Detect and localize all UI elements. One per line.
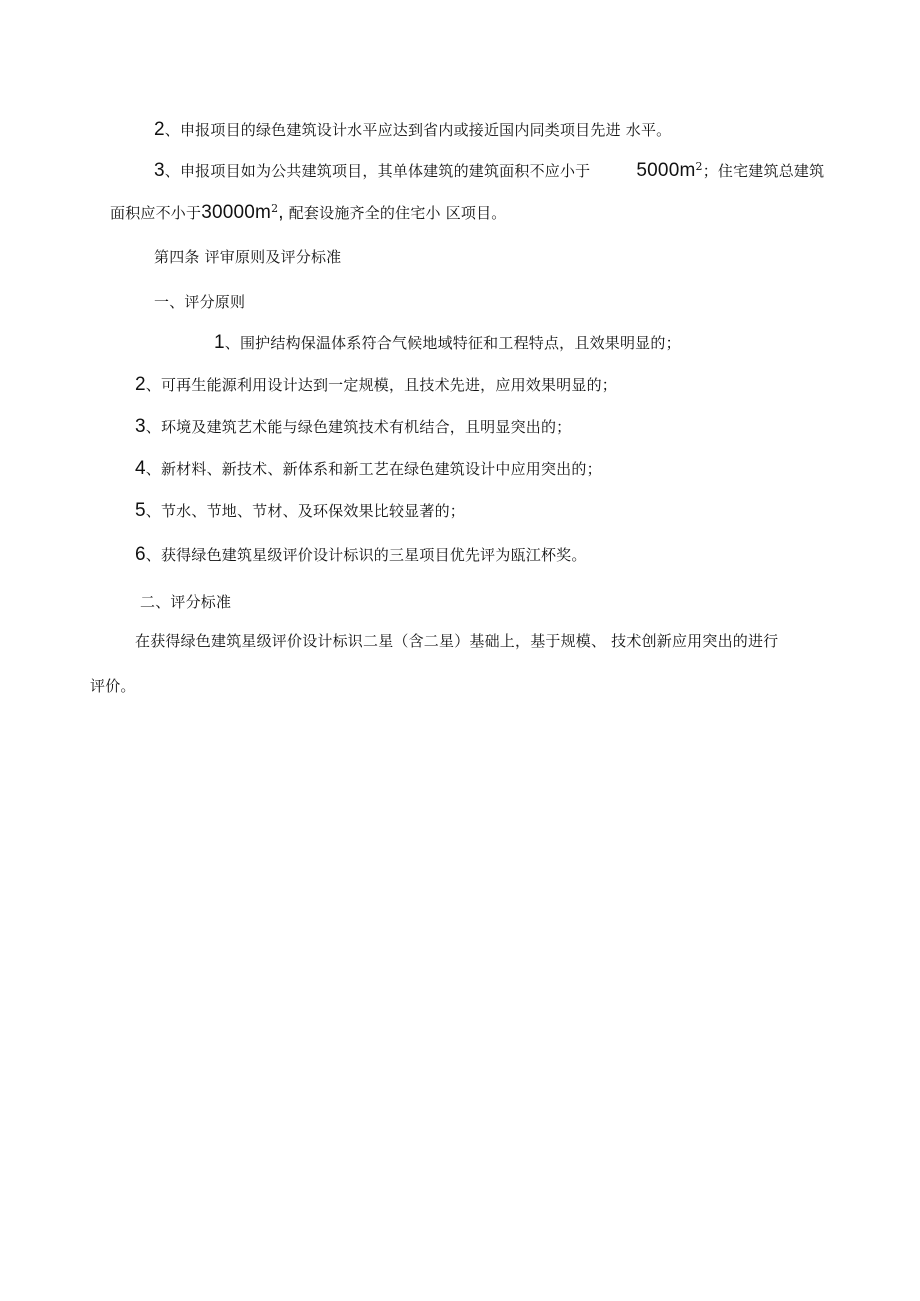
item-number: 2 <box>135 374 146 395</box>
area-value: 30000 <box>201 202 256 223</box>
area-value: 5000 <box>636 160 680 181</box>
item-number: 5 <box>135 500 146 521</box>
area-unit-superscript: 2 <box>695 160 703 173</box>
principle-item <box>135 459 602 479</box>
item-number: 4 <box>135 458 146 479</box>
item-number: 1 <box>214 332 225 353</box>
item-text: 面积应不小于 <box>110 204 202 222</box>
principle-item <box>135 501 465 521</box>
item-text: 、可再生能源利用设计达到一定规模，且技术先进，应用效果明显的； <box>145 376 617 394</box>
item-number: 2 <box>154 119 165 140</box>
standard-text-line2: 评价。 <box>90 677 136 695</box>
area-unit-superscript: 2 <box>271 202 279 215</box>
area-unit: m <box>255 202 272 223</box>
item-text: 、环境及建筑艺术能与绿色建筑技术有机结合，且明显突出的； <box>145 418 572 436</box>
section-heading-standards: 二、评分标准 <box>140 593 232 611</box>
item-text: 、获得绿色建筑星级评价设计标识的三星项目优先评为瓯江杯奖。 <box>145 546 587 564</box>
item-text-continued: 配套设施齐全的住宅小 区项目。 <box>283 204 507 222</box>
principle-item <box>135 417 571 437</box>
standard-text-line1: 在获得绿色建筑星级评价设计标识二星（含二星）基础上，基于规模、 技术创新应用突出的进行 <box>135 632 779 650</box>
paragraph-requirement-3-line1 <box>154 161 824 181</box>
area-unit: m <box>679 160 696 181</box>
item-text: 、申报项目的绿色建筑设计水平应达到省内或接近国内同类项目先进 水平。 <box>164 121 672 139</box>
principle-item <box>135 545 587 565</box>
principle-item <box>135 375 617 395</box>
item-text: 、新材料、新技术、新体系和新工艺在绿色建筑设计中应用突出的； <box>145 460 602 478</box>
item-text: 、申报项目如为公共建筑项目，其单体建筑的建筑面积不应小于 <box>164 162 591 180</box>
comma: , <box>278 202 284 223</box>
item-text: 、围护结构保温体系符合气候地域特征和工程特点，且效果明显的； <box>224 334 681 352</box>
principle-item <box>214 333 681 353</box>
item-text: 、节水、节地、节材、及环保效果比较显著的； <box>145 502 465 520</box>
section-heading-principles: 一、评分原则 <box>154 293 246 311</box>
item-text-continued: ；住宅建筑总建筑 <box>702 162 825 180</box>
item-number: 3 <box>154 160 165 181</box>
paragraph-requirement-2 <box>154 120 671 140</box>
paragraph-requirement-3-line2 <box>110 203 507 223</box>
item-number: 6 <box>135 544 146 565</box>
item-number: 3 <box>135 416 146 437</box>
article-four-heading: 第四条 评审原则及评分标准 <box>154 248 342 266</box>
